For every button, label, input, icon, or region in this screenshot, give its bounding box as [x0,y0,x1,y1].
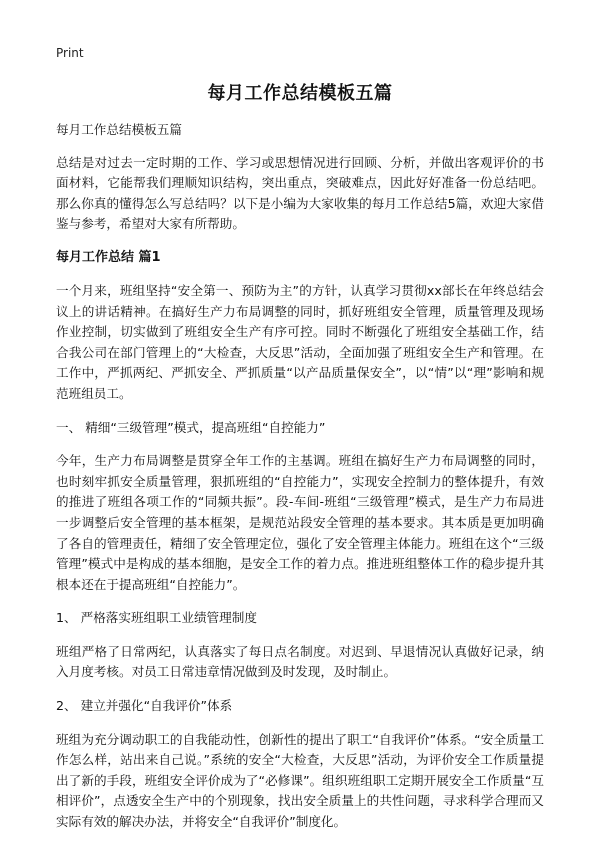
document-subtitle: 每月工作总结模板五篇 [56,122,182,137]
paragraph-4: 班组为充分调动职工的自我能动性，创新性的提出了职工“自我评价”体系。“安全质量工作怎么样，站出来自己说。”系统的安全“大检查，大反思”活动，为评价安全工作质量提出了新的手段，班组安全评价成为了“必修课”。组织班组职工定期开展安全工作质量“互相评价”，点透安全生产中的个别现象，找出安全质量上的共性问题，寻求科学合理而又实际有效的解决办法，并将安全“自我评价”制度化。 [56,731,544,830]
section-heading-1: 每月工作总结 篇1 [56,249,161,265]
print-label: Print [56,46,84,60]
paragraph-3: 班组严格了日常两纪，认真落实了每日点名制度。对迟到、早退情况认真做好记录，纳入月度考核。对员工日常违章情况做到及时发现，及时制止。 [56,643,544,680]
point-heading-2: 1、 严格落实班组职工业绩管理制度 [56,610,257,626]
intro-paragraph: 总结是对过去一定时期的工作、学习或思想情况进行回顾、分析，并做出客观评价的书面材料，它能帮我们理顺知识结构，突出重点，突破难点，因此好好准备一份总结吧。那么你真的懂得怎么写总结吗？以下是小编为大家收集的每月工作总结5篇，欢迎大家借鉴与参考，希望对大家有所帮助。 [56,154,544,232]
paragraph-1: 一个月来，班组坚持“安全第一、预防为主”的方针，认真学习贯彻xx部长在年终总结会议上的讲话精神。在搞好生产力布局调整的同时，抓好班组安全管理，质量管理及现场作业控制，切实做到了班组安全生产有序可控。同时不断强化了班组安全基础工作，结合我公司在部门管理上的“大检查，大反思”活动，全面加强了班组安全生产和管理。在工作中，严抓两纪、严抓安全、严抓质量“以产品质量保安全”，以“情”以“理”影响和规范班组员工。 [56,282,544,401]
point-heading-3: 2、 建立并强化“自我评价”体系 [56,698,233,714]
point-heading-1: 一、 精细“三级管理”模式，提高班组“自控能力” [56,419,326,435]
paragraph-2: 今年，生产力布局调整是贯穿全年工作的主基调。班组在搞好生产力布局调整的同时，也时刻牢抓安全质量管理，狠抓班组的“自控能力”，实现安全控制力的整体提升，有效的推进了班组各项工作的“同频共振”。段-车间-班组“三级管理”模式，是生产力布局进一步调整后安全管理的基本框架，是规范站段安全管理的基本要求。其本质是更加明确了各自的管理责任，精细了安全管理定位，强化了安全管理主体能力。班组在这个“三级管理”模式中是构成的基本细胞，是安全工作的着力点。推进班组整体工作的稳步提升其根本还在于提高班组“自控能力”。 [56,453,544,592]
page-title: 每月工作总结模板五篇 [207,83,393,104]
document-body [56,120,544,846]
